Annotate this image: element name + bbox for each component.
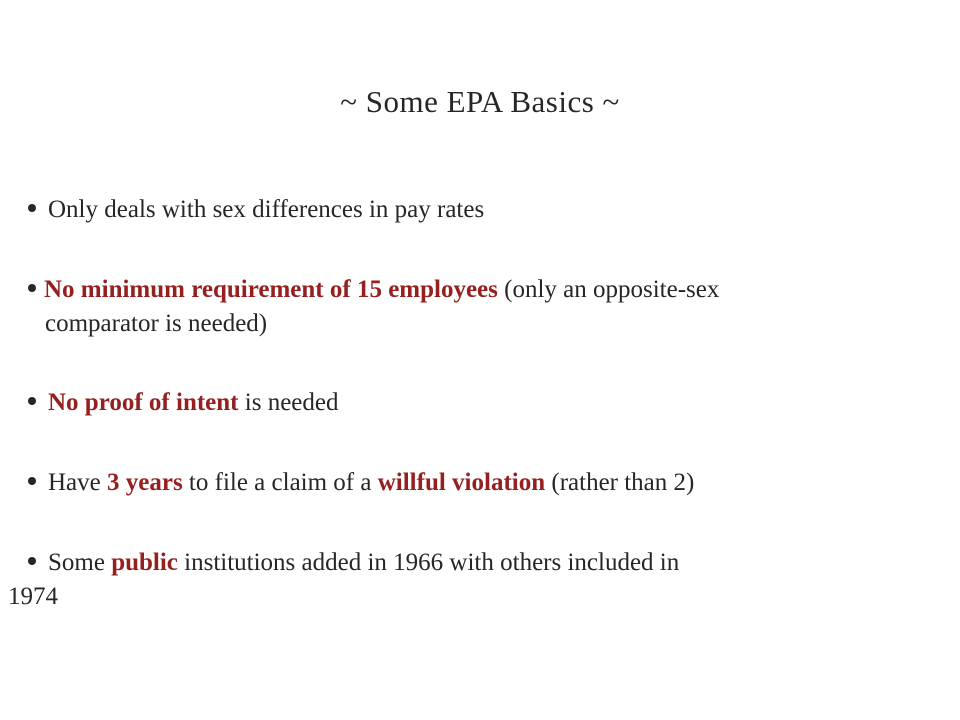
bullet-dot-icon — [28, 204, 36, 212]
bullet-text: (only an opposite-sex — [504, 276, 720, 303]
bullet-highlight: No minimum requirement of 15 employees — [44, 276, 498, 303]
bullet-text: Have — [48, 469, 101, 496]
bullet-highlight: No proof of intent — [48, 389, 239, 416]
bullet-highlight: willful violation — [377, 469, 546, 496]
bullet-text: Some — [48, 549, 105, 576]
bullet-text: is needed — [244, 389, 339, 416]
bullet-text-continuation: 1974 — [8, 583, 58, 610]
bullet-item — [8, 546, 948, 614]
bullet-text: Only deals with sex differences in pay rates — [48, 196, 485, 223]
slide-title: ~ Some EPA Basics ~ — [340, 84, 620, 119]
bullet-text: to file a claim of a — [188, 469, 372, 496]
bullet-dot-icon — [28, 397, 36, 405]
bullet-highlight: public — [111, 549, 178, 576]
bullet-dot-icon — [28, 284, 36, 292]
bullet-item — [28, 386, 948, 420]
bullet-item — [28, 466, 948, 500]
bullet-item — [28, 193, 948, 227]
bullet-dot-icon — [28, 477, 36, 485]
bullet-item — [28, 273, 948, 341]
bullet-dot-icon — [28, 557, 36, 565]
bullet-text-continuation: comparator is needed) — [45, 310, 268, 337]
bullet-highlight: 3 years — [107, 469, 183, 496]
bullet-text: (rather than 2) — [551, 469, 695, 496]
bullet-text: institutions added in 1966 with others included in — [184, 549, 680, 576]
